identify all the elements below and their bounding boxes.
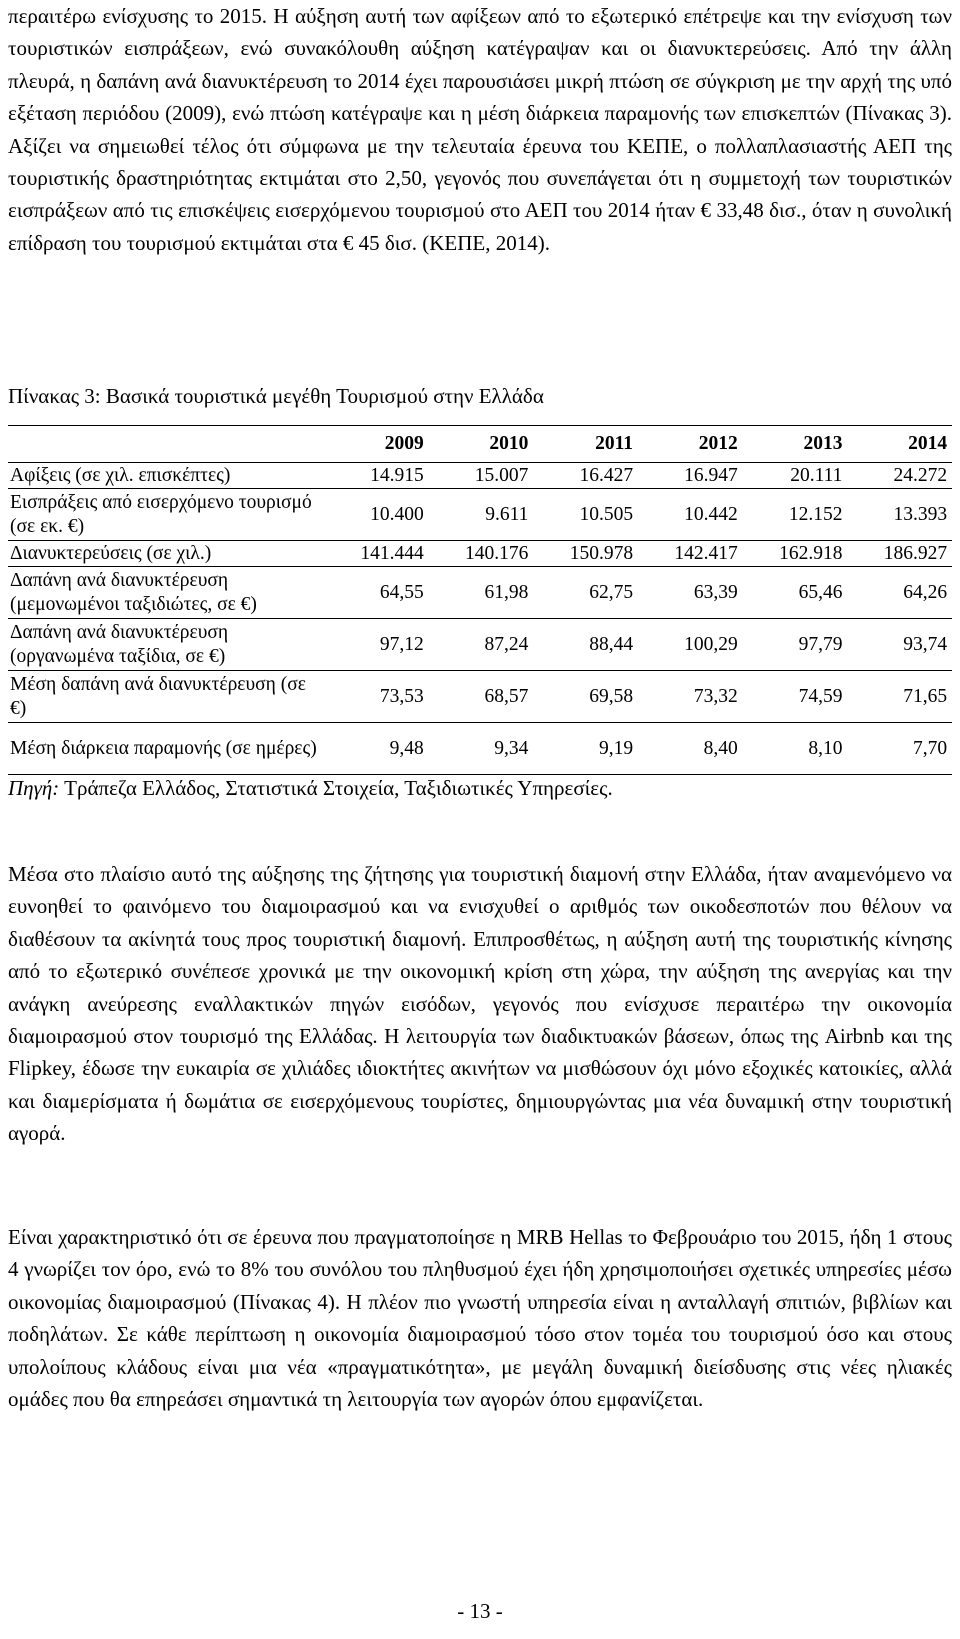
- cell-value: 12.152: [743, 489, 848, 541]
- page-number: - 13 -: [457, 1599, 503, 1623]
- cell-value: 73,32: [638, 671, 743, 723]
- cell-value: 74,59: [743, 671, 848, 723]
- row-label: Μέση διάρκεια παραμονής (σε ημέρες): [8, 723, 324, 775]
- tourism-stats-table: [8, 425, 952, 775]
- cell-value: 71,65: [847, 671, 952, 723]
- table-row: [8, 463, 952, 489]
- cell-value: 9,19: [533, 723, 638, 775]
- table-caption: Πίνακας 3: Βασικά τουριστικά μεγέθη Τουρισμού στην Ελλάδα: [8, 384, 544, 408]
- cell-value: 69,58: [533, 671, 638, 723]
- cell-value: 63,39: [638, 567, 743, 619]
- table-row: [8, 541, 952, 567]
- body-paragraph-mrb-survey: Είναι χαρακτηριστικό ότι σε έρευνα που πραγματοποίησε η MRB Hellas το Φεβρουάριο του 2015, ήδη 1 στους 4 γνωρίζει τον όρο, ενώ το 8% του συνόλου του πληθυσμού έχει ήδη χρησιμοποιήσει σχετικές υπηρεσίες μέσω οικονομίας διαμοιρασμού (Πίνακας 4). Η πλέον πιο γνωστή υπηρεσία είναι η ανταλλαγή σπιτιών, βιβλίων και ποδηλάτων. Σε κάθε περίπτωση η οικονομία διαμοιρασμού τόσο στον τομέα του τουρισμού όσο και στους υπολοίπους κλάδους είναι μια νέα «πραγματικότητα», με μεγάλη δυναμική διείσδυσης στις νέες ηλιακές ομάδες που θα επηρεάσει σημαντικά τη λειτουργία των αγορών όπου εμφανίζεται.: [8, 1225, 952, 1412]
- row-label: Μέση δαπάνη ανά διανυκτέρευση (σε €): [8, 671, 324, 723]
- cell-value: 15.007: [429, 463, 534, 489]
- table-header-row: [8, 426, 952, 463]
- cell-value: 62,75: [533, 567, 638, 619]
- row-label: Διανυκτερεύσεις (σε χιλ.): [8, 541, 324, 567]
- cell-value: 73,53: [324, 671, 429, 723]
- cell-value: 140.176: [429, 541, 534, 567]
- body-paragraph-sharing-economy: Μέσα στο πλαίσιο αυτό της αύξησης της ζήτησης για τουριστική διαμονή στην Ελλάδα, ήταν αναμενόμενο να ευνοηθεί το φαινόμενο του διαμοιρασμού και να ενισχυθεί ο αριθμός των οικοδεσποτών που θέλουν να διαθέσουν τα ακίνητά τους προς τουριστική διαμονή. Επιπροσθέτως, η αύξηση αυτή της τουριστικής κίνησης από το εξωτερικό συνέπεσε χρονικά με την οικονομική κρίση στη χώρα, την αύξηση της ανεργίας και την ανάγκη ανεύρεσης εναλλακτικών πηγών εισόδων, γεγονός που ενίσχυσε περαιτέρω την οικονομία διαμοιρασμού στον τουρισμό της Ελλάδας. Η λειτουργία των διαδικτυακών βάσεων, όπως της Airbnb και της Flipkey, έδωσε την ευκαιρία σε χιλιάδες ιδιοκτήτες ακινήτων να μισθώσουν όχι μόνο εξοχικές κατοικίες, αλλά και διαμερίσματα ή δωμάτια σε εισερχόμενους τουρίστες, δημιουργώντας μια νέα δυναμική στην τουριστική αγορά.: [8, 862, 952, 1146]
- cell-value: 65,46: [743, 567, 848, 619]
- cell-value: 88,44: [533, 619, 638, 671]
- row-label: Δαπάνη ανά διανυκτέρευση (μεμονωμένοι ταξιδιώτες, σε €): [8, 567, 324, 619]
- cell-value: 10.400: [324, 489, 429, 541]
- cell-value: 16.427: [533, 463, 638, 489]
- row-label: Εισπράξεις από εισερχόμενο τουρισμό (σε εκ. €): [8, 489, 324, 541]
- cell-value: 162.918: [743, 541, 848, 567]
- row-label: Δαπάνη ανά διανυκτέρευση (οργανωμένα ταξίδια, σε €): [8, 619, 324, 671]
- table-row: [8, 489, 952, 541]
- year-header: 2009: [324, 426, 429, 463]
- cell-value: 142.417: [638, 541, 743, 567]
- row-label: Αφίξεις (σε χιλ. επισκέπτες): [8, 463, 324, 489]
- cell-value: 97,79: [743, 619, 848, 671]
- cell-value: 64,26: [847, 567, 952, 619]
- cell-value: 97,12: [324, 619, 429, 671]
- cell-value: 16.947: [638, 463, 743, 489]
- cell-value: 61,98: [429, 567, 534, 619]
- year-header: 2014: [847, 426, 952, 463]
- cell-value: 10.442: [638, 489, 743, 541]
- cell-value: 14.915: [324, 463, 429, 489]
- cell-value: 13.393: [847, 489, 952, 541]
- intro-paragraph: περαιτέρω ενίσχυσης το 2015. Η αύξηση αυτή των αφίξεων από το εξωτερικό επέτρεψε και την ενίσχυση των τουριστικών εισπράξεων, ενώ συνακόλουθη αύξηση κατέγραψαν και οι διανυκτερεύσεις. Από την άλλη πλευρά, η δαπάνη ανά διανυκτέρευση το 2014 έχει παρουσιάσει μικρή πτώση σε σύγκριση με την αρχή της υπό εξέταση περιόδου (2009), ενώ πτώση κατέγραψε και η μέση διάρκεια παραμονής των επισκεπτών (Πίνακας 3). Αξίζει να σημειωθεί τέλος ότι σύμφωνα με την τελευταία έρευνα του ΚΕΠΕ, ο πολλαπλασιαστής ΑΕΠ της τουριστικής δραστηριότητας εκτιμάται στο 2,50, γεγονός που συνεπάγεται ότι η συμμετοχή των τουριστικών εισπράξεων από τις επισκέψεις εισερχόμενου τουρισμού στο ΑΕΠ του 2014 ήταν € 33,48 δισ., όταν η συνολική επίδραση του τουρισμού εκτιμάται στα € 45 δισ. (ΚΕΠΕ, 2014).: [8, 4, 952, 255]
- source-label: Πηγή:: [8, 776, 60, 800]
- table-row: [8, 619, 952, 671]
- source-text: Τράπεζα Ελλάδος, Στατιστικά Στοιχεία, Ταξιδιωτικές Υπηρεσίες.: [59, 776, 613, 800]
- cell-value: 20.111: [743, 463, 848, 489]
- cell-value: 9,34: [429, 723, 534, 775]
- table-row: [8, 671, 952, 723]
- cell-value: 150.978: [533, 541, 638, 567]
- cell-value: 9.611: [429, 489, 534, 541]
- cell-value: 100,29: [638, 619, 743, 671]
- cell-value: 7,70: [847, 723, 952, 775]
- table-row: [8, 723, 952, 775]
- cell-value: 68,57: [429, 671, 534, 723]
- cell-value: 64,55: [324, 567, 429, 619]
- year-header: 2013: [743, 426, 848, 463]
- cell-value: 10.505: [533, 489, 638, 541]
- cell-value: 8,10: [743, 723, 848, 775]
- year-header: 2012: [638, 426, 743, 463]
- cell-value: 87,24: [429, 619, 534, 671]
- cell-value: 8,40: [638, 723, 743, 775]
- header-empty-cell: [8, 426, 324, 463]
- cell-value: 141.444: [324, 541, 429, 567]
- year-header: 2010: [429, 426, 534, 463]
- cell-value: 24.272: [847, 463, 952, 489]
- table-source-note: [8, 775, 613, 801]
- year-header: 2011: [533, 426, 638, 463]
- table-row: [8, 567, 952, 619]
- cell-value: 186.927: [847, 541, 952, 567]
- cell-value: 9,48: [324, 723, 429, 775]
- cell-value: 93,74: [847, 619, 952, 671]
